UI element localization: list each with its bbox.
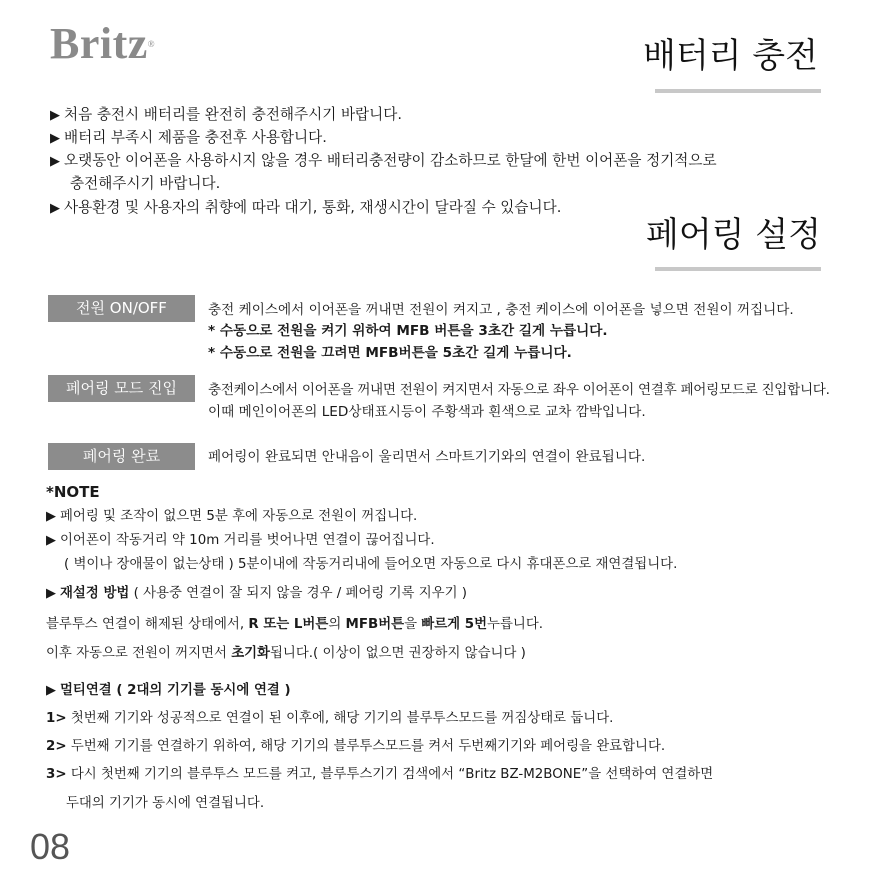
pairing-complete-badge: 페어링 완료: [48, 443, 195, 470]
power-on-off-badge: 전원 ON/OFF: [48, 295, 195, 322]
triangle-bullet-icon: ▶: [50, 108, 60, 123]
power-desc-line-3: * 수동으로 전원을 끄려면 MFB버튼을 5초간 길게 누릅니다.: [208, 345, 572, 361]
multi-step-2: 2> 두번째 기기를 연결하기 위하여, 해당 기기의 블루투스모드를 켜서 두번째기기와 페어링을 완료합니다.: [46, 739, 666, 754]
power-desc-line-2: * 수동으로 전원을 켜기 위하여 MFB 버튼을 3초간 길게 누릅니다.: [208, 323, 608, 339]
pairing-title-rule: [655, 267, 821, 271]
multi-connect-heading: ▶ 멀티연결 ( 2대의 기기를 동시에 연결 ): [46, 683, 291, 698]
multi-step-3: 3> 다시 첫번째 기기의 블루투스 모드를 켜고, 블루투스기기 검색에서 “Britz BZ-M2BONE”을 선택하여 연결하면: [46, 767, 714, 782]
triangle-bullet-icon: ▶: [50, 131, 60, 146]
triangle-bullet-icon: ▶: [46, 509, 56, 524]
pairing-mode-desc-line-1: 충전케이스에서 이어폰을 꺼내면 전원이 켜지면서 자동으로 좌우 이어폰이 연결후 페어링모드로 진입합니다.: [208, 382, 830, 398]
power-desc-line-1: 충전 케이스에서 이어폰을 꺼내면 전원이 켜지고 , 충전 케이스에 이어폰을 넣으면 전원이 꺼집니다.: [208, 302, 794, 318]
note-title: *NOTE: [46, 483, 100, 501]
note-line-3: ( 벽이나 장애물이 없는상태 ) 5분이내에 작동거리내에 들어오면 자동으로 다시 휴대폰으로 재연결됩니다.: [64, 557, 678, 572]
reset-heading: ▶ 재설정 방법 ( 사용중 연결이 잘 되지 않을 경우 / 페어링 기록 지우기 ): [46, 586, 468, 601]
charging-title-rule: [655, 89, 821, 93]
page-number: 08: [30, 826, 71, 867]
triangle-bullet-icon: ▶: [46, 533, 56, 548]
charging-bullet-3: ▶ 오랫동안 이어폰을 사용하시지 않을 경우 배터리충전량이 감소하므로 한달에 한번 이어폰을 정기적으로: [50, 152, 717, 169]
pairing-mode-desc-line-2: 이때 메인이어폰의 LED상태표시등이 주황색과 흰색으로 교차 깜박입니다.: [208, 404, 646, 420]
charging-bullet-1: ▶ 처음 충전시 배터리를 완전히 충전해주시기 바랍니다.: [50, 106, 402, 123]
reset-line-1: 블루투스 연결이 해제된 상태에서, R 또는 L버튼의 MFB버튼을 빠르게 5번누릅니다.: [46, 617, 544, 632]
triangle-bullet-icon: ▶: [46, 683, 56, 698]
triangle-bullet-icon: ▶: [46, 586, 56, 601]
charging-section-title: 배터리 충전: [642, 36, 818, 76]
note-line-1: ▶ 페어링 및 조작이 없으면 5분 후에 자동으로 전원이 꺼집니다.: [46, 509, 418, 524]
pairing-mode-badge: 페어링 모드 진입: [48, 375, 195, 402]
charging-bullet-3-cont: 충전해주시기 바랍니다.: [70, 175, 221, 192]
pairing-section-title: 페어링 설정: [645, 215, 821, 255]
multi-step-3-cont: 두대의 기기가 동시에 연결됩니다.: [66, 796, 265, 811]
triangle-bullet-icon: ▶: [50, 154, 60, 169]
charging-bullet-4: ▶ 사용환경 및 사용자의 취향에 따라 대기, 통화, 재생시간이 달라질 수 있습니다.: [50, 199, 562, 216]
reset-line-2: 이후 자동으로 전원이 꺼지면서 초기화됩니다.( 이상이 없으면 권장하지 않습니다 ): [46, 646, 526, 661]
note-line-2: ▶ 이어폰이 작동거리 약 10m 거리를 벗어나면 연결이 끊어집니다.: [46, 533, 435, 548]
charging-bullet-2: ▶ 배터리 부족시 제품을 충전후 사용합니다.: [50, 129, 327, 146]
multi-step-1: 1> 첫번째 기기와 성공적으로 연결이 된 이후에, 해당 기기의 블루투스모드를 꺼짐상태로 둡니다.: [46, 711, 614, 726]
brand-logo: Britz®: [50, 19, 156, 68]
pairing-complete-desc: 페어링이 완료되면 안내음이 울리면서 스마트기기와의 연결이 완료됩니다.: [208, 449, 646, 465]
triangle-bullet-icon: ▶: [50, 201, 60, 216]
